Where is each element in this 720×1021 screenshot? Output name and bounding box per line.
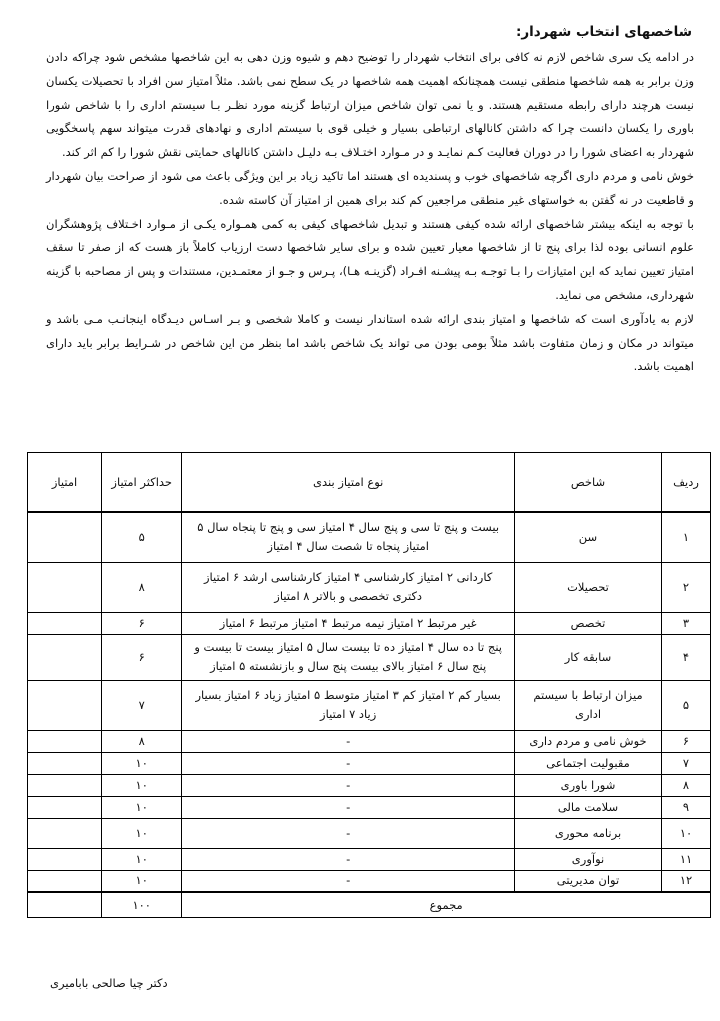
- total-label: مجموع: [182, 892, 711, 918]
- score-cell: [28, 512, 102, 562]
- row-number-cell: ۱: [662, 512, 711, 562]
- row-number-cell: ۶: [662, 730, 711, 752]
- table-row: [28, 870, 711, 892]
- max-score-cell: ۶: [102, 612, 182, 634]
- score-cell: [28, 870, 102, 892]
- indicator-cell: سلامت مالی: [514, 796, 661, 818]
- table-body: [28, 512, 711, 892]
- paragraph: خوش نامی و مردم داری اگرچه شاخصهای خوب و پسندیده ای هستند اما تاکید زیاد بر این ویژگی باعث می شود از صراحت بیان شهردار و قاطعیت در نه گفتن به خواستهای غیر منطقی مراجعین کم کند برای همین از امتیاز آن کاسته شده.: [46, 168, 694, 207]
- indicator-cell: خوش نامی و مردم داری: [514, 730, 661, 752]
- row-number-cell: ۱۱: [662, 848, 711, 870]
- indicator-cell: شورا باوری: [514, 774, 661, 796]
- row-number-cell: ۳: [662, 612, 711, 634]
- table-row: [28, 796, 711, 818]
- table-row: [28, 680, 711, 730]
- score-cell: [28, 634, 102, 680]
- max-score-cell: ۱۰: [102, 796, 182, 818]
- max-score-cell: ۸: [102, 562, 182, 612]
- scoring-table: [27, 452, 711, 918]
- max-score-cell: ۱۰: [102, 848, 182, 870]
- max-score-cell: ۷: [102, 680, 182, 730]
- max-score-cell: ۵: [102, 512, 182, 562]
- scoring-type-cell: -: [182, 774, 515, 796]
- total-max-score: ۱۰۰: [102, 892, 182, 918]
- total-row: [28, 892, 711, 918]
- row-number-cell: ۵: [662, 680, 711, 730]
- header-max-score: حداکثر امتیاز: [102, 453, 182, 513]
- indicator-cell: نوآوری: [514, 848, 661, 870]
- indicator-cell: سابقه کار: [514, 634, 661, 680]
- score-cell: [28, 730, 102, 752]
- score-cell: [28, 848, 102, 870]
- indicator-cell: میزان ارتباط با سیستم اداری: [514, 680, 661, 730]
- table-row: [28, 774, 711, 796]
- table-row: [28, 848, 711, 870]
- max-score-cell: ۱۰: [102, 818, 182, 848]
- score-cell: [28, 796, 102, 818]
- body-text: [46, 46, 694, 379]
- score-cell: [28, 612, 102, 634]
- scoring-type-cell: پنج تا ده سال ۴ امتیاز ده تا بیست سال ۵ امتیاز بیست تا بیست و پنج سال ۶ امتیاز بالای بیست پنج سال و بازنشسته ۵ امتیاز: [182, 634, 515, 680]
- indicator-cell: برنامه محوری: [514, 818, 661, 848]
- paragraph: با توجه به اینکه بیشتر شاخصهای ارائه شده کیفی هستند و تبدیل شاخصهای کیفی به کمی همـواره یکـی از مـوارد اخـتلاف پژوهشگران علوم انسانی بوده لذا برای پنج تا از شاخصها معیار تعیین شده و برای سایر شاخصها دست ارزیاب کاملاً باز هست که از صفر تا سقف امتیاز تعیین نماید که این امتیازات را بـا توجـه بـه پیشـنه افـراد (گزینـه هـا)، پـرس و جـو از معتمـدین، مستندات و پس از مصاحبه با گزینه شهرداری، مشخص می نماید.: [46, 216, 694, 302]
- author-signature: دکتر چیا صالحی بابامیری: [50, 976, 168, 990]
- table-header-row: [28, 453, 711, 513]
- scoring-type-cell: -: [182, 870, 515, 892]
- score-cell: [28, 680, 102, 730]
- paragraph: در ادامه یک سری شاخص لازم نه کافی برای انتخاب شهردار را توضیح دهم و شیوه وزن دهی به این شاخصها مشخص شود چراکه دادن وزن برابر به همه شاخصها منطقی نیست همچنانکه اهمیت همه شاخصها در یک سطح نمی باشد. مثلاً امتیاز سن افراد با تحصیلات یکسان نیست هرچند دارای رابطه مستقیم هستند. و یا نمی توان شاخص میزان ارتباط گزینه مورد نظـر بـا سیستم اداری را با شاخص شورا باوری را یکسان دانست چرا که داشتن کانالهای ارتباطی بسیار و خیلی قوی با سیستم اداری و نهادهای قدرت میتواند سهم پاسخگویی شهردار به اعضای شورا را در دوران فعالیت کـم نمایـد و در مـوارد اختـلاف بـه دلیـل داشتن کانالهای حمایتی نقش شورا را کم اثر کند.: [46, 50, 694, 160]
- indicator-cell: مقبولیت اجتماعی: [514, 752, 661, 774]
- row-number-cell: ۷: [662, 752, 711, 774]
- max-score-cell: ۸: [102, 730, 182, 752]
- table-row: [28, 752, 711, 774]
- table-row: [28, 612, 711, 634]
- table-row: [28, 562, 711, 612]
- scoring-type-cell: -: [182, 730, 515, 752]
- row-number-cell: ۱۰: [662, 818, 711, 848]
- row-number-cell: ۹: [662, 796, 711, 818]
- row-number-cell: ۲: [662, 562, 711, 612]
- score-cell: [28, 752, 102, 774]
- indicator-cell: تخصص: [514, 612, 661, 634]
- scoring-type-cell: -: [182, 848, 515, 870]
- row-number-cell: ۱۲: [662, 870, 711, 892]
- header-row-number: ردیف: [662, 453, 711, 513]
- scoring-type-cell: -: [182, 796, 515, 818]
- scoring-type-cell: بسیار کم ۲ امتیاز کم ۳ امتیاز متوسط ۵ امتیاز زیاد ۶ امتیاز بسیار زیاد ۷ امتیاز: [182, 680, 515, 730]
- scoring-type-cell: بیست و پنج تا سی و پنج سال ۴ امتیاز سی و پنج تا پنجاه سال ۵ امتیاز پنجاه تا شصت سال ۴ امتیاز: [182, 512, 515, 562]
- scoring-type-cell: کاردانی ۲ امتیاز کارشناسی ۴ امتیاز کارشناسی ارشد ۶ امتیاز دکتری تخصصی و بالاتر ۸ امتیاز: [182, 562, 515, 612]
- table-row: [28, 634, 711, 680]
- max-score-cell: ۱۰: [102, 752, 182, 774]
- header-score: امتیاز: [28, 453, 102, 513]
- score-cell: [28, 562, 102, 612]
- indicator-cell: سن: [514, 512, 661, 562]
- scoring-type-cell: غیر مرتبط ۲ امتیاز نیمه مرتبط ۴ امتیاز مرتبط ۶ امتیاز: [182, 612, 515, 634]
- score-cell: [28, 818, 102, 848]
- max-score-cell: ۱۰: [102, 870, 182, 892]
- table-row: [28, 512, 711, 562]
- row-number-cell: ۸: [662, 774, 711, 796]
- max-score-cell: ۱۰: [102, 774, 182, 796]
- row-number-cell: ۴: [662, 634, 711, 680]
- header-scoring-type: نوع امتیاز بندی: [182, 453, 515, 513]
- max-score-cell: ۶: [102, 634, 182, 680]
- score-cell: [28, 774, 102, 796]
- scoring-type-cell: -: [182, 752, 515, 774]
- section-heading: شاخصهای انتخاب شهردار:: [515, 24, 692, 40]
- scoring-type-cell: -: [182, 818, 515, 848]
- header-indicator: شاخص: [514, 453, 661, 513]
- paragraph: لازم به یادآوری است که شاخصها و امتیاز بندی ارائه شده استاندار نیست و کاملا شخصی و بـر اسـاس دیـدگاه اینجانـب مـی باشد و میتواند در مکان و زمان متفاوت باشد مثلاً بومی بودن می تواند یک شاخص باشد اما بنظر من این شاخص در شـرایط برابر باید دارای اهمیت باشد.: [46, 311, 694, 374]
- indicator-cell: توان مدیریتی: [514, 870, 661, 892]
- table-row: [28, 818, 711, 848]
- indicator-cell: تحصیلات: [514, 562, 661, 612]
- total-score-cell: [28, 892, 102, 918]
- table-row: [28, 730, 711, 752]
